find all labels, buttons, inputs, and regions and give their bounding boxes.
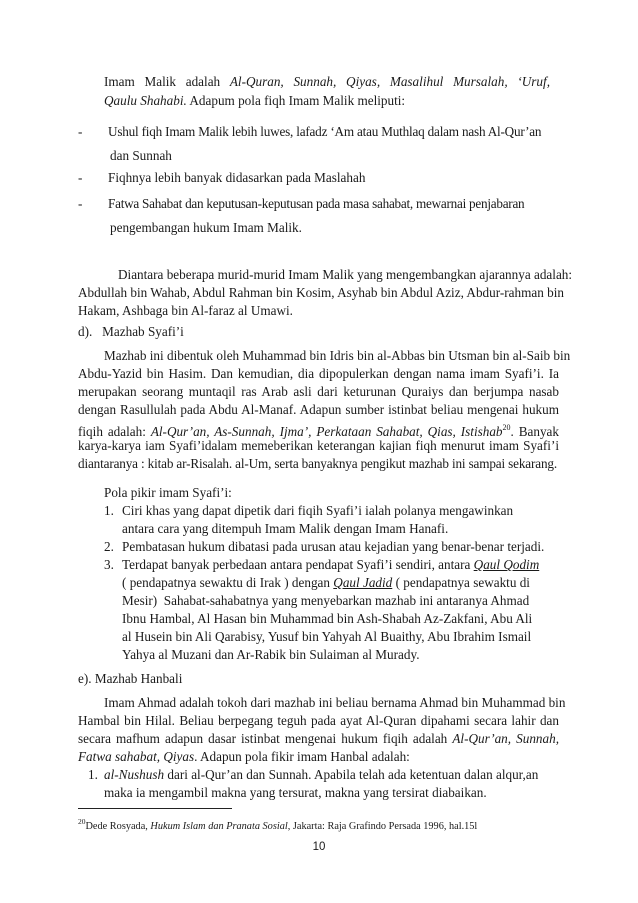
pola-3-line-2-b: ( pendapatnya sewaktu di (395, 575, 530, 590)
pola-3-line-5: al Husein bin Ali Qarabisy, Yusuf bin Yahyah Al Buaithy, Abu Ibrahim Ismail (122, 629, 532, 644)
hanbali-sources-b: Fatwa sahabat, Qiyas (78, 749, 195, 764)
footnote-title: Hukum Islam dan Pranata Sosial (150, 821, 288, 832)
hanbali-line-2: Hambal bin Hilal. Beliau berpegang teguh pada ayat Al-Quran dipahami secara lahir dan (78, 713, 559, 728)
pola-3-line-6: Yahya al Muzani dan Ar-Rabik bin Sulaiman al Murady. (122, 647, 420, 662)
hanbali-heading: e). Mazhab Hanbali (78, 671, 183, 686)
hanbali-sources-a: Al-Qur’an, Sunnah, (452, 731, 559, 746)
hanbali-line-1: Imam Ahmad adalah tokoh dari mazhab ini beliau bernama Ahmad bin Muhammad bin (104, 695, 566, 710)
malik-intro-b: Adapum pola fiqh Imam Malik meliputi: (189, 93, 406, 108)
pola-3-line-1-a: Terdapat banyak perbedaan antara pendapat Syafi’i sendiri, antara (122, 557, 471, 572)
hanbali-line-4-b: . Adapun pola fikir imam Hanbal adalah: (194, 749, 410, 764)
malik-intro-a: Imam Malik adalah (104, 74, 221, 89)
malik-intro-line-2 (104, 92, 405, 110)
qaul-qodim: Qaul Qodim (473, 557, 540, 572)
pola-2-line-1: Pembatasan hukum dibatasi pada urusan atau kejadian yang benar-benar terjadi. (122, 539, 545, 554)
bullet-1-line-1: Ushul fiqh Imam Malik lebih luwes, lafadz ‘Am atau Muthlaq dalam nash Al-Qur’an (108, 124, 542, 139)
students-line-3: Hakam, Ashbaga bin Al-faraz al Umawi. (78, 303, 293, 318)
pola-1-line-1: Ciri khas yang dapat dipetik dari fiqih Syafi’i ialah polanya mengawinkan (122, 503, 514, 518)
page-number: 10 (312, 841, 326, 853)
pola-title: Pola pikir imam Syafi’i: (104, 485, 232, 500)
malik-intro-line-1 (104, 73, 550, 91)
bullet-marker-3: - (78, 196, 83, 211)
hanbali-line-3-a: secara mafhum adapun dasar istinbat mengenai hukum fiqih adalah (78, 731, 448, 746)
malik-intro-sources-2: Qaulu Shahabi. (104, 93, 187, 108)
pola-1-num: 1. (104, 503, 114, 518)
footnote-divider (78, 808, 232, 809)
footnote-rest: , Jakarta: Raja Grafindo Persada 1996, hal.15l (287, 821, 478, 832)
syafii-line-4: dengan Rasullulah pada Abdu Al-Manaf. Adapun sumber istinbat beliau mengenai hukum (78, 402, 559, 417)
pola-3-line-4: Ibnu Hambal, Al Hasan bin Muhammad bin Ash-Shabah Az-Zakfani, Abu Ali (122, 611, 533, 626)
syafii-line-1: Mazhab ini dibentuk oleh Muhammad bin Idris bin al-Abbas bin Utsman bin al-Saib bin (104, 348, 571, 363)
footnote-author: Dede Rosyada, (85, 821, 148, 832)
hanbali-item-line-2: maka ia mengambil makna yang tersurat, makna yang tersirat diabaikan. (104, 785, 487, 800)
pola-2-num: 2. (104, 539, 114, 554)
syafii-line-3: merupakan seorang muntaqil ras Arab asli dari keturunan Quraiys dan berjumpa nasab (78, 384, 559, 399)
footnote-number: 20 (78, 817, 86, 826)
hanbali-item-a: dari al-Qur’an dan Sunnah. Apabila telah ada ketentuan dalan alqur,an (167, 767, 539, 782)
pola-3-line-3: Mesir) Sahabat-sahabatnya yang menyebarkan mazhab ini antaranya Ahmad (122, 593, 530, 608)
qaul-jadid: Qaul Jadid (333, 575, 393, 590)
syafii-line-7: diantaranya : kitab ar-Risalah. al-Um, serta banyaknya pengikut mazhab ini sampai sekarang. (78, 456, 557, 471)
bullet-3-line-2: pengembangan hukum Imam Malik. (110, 220, 302, 235)
al-nushush: al-Nushush (104, 767, 165, 782)
hanbali-line-3 (78, 730, 559, 748)
pola-3-line-1 (122, 556, 539, 574)
pola-3-line-2 (122, 574, 530, 592)
syafii-line-2: Abdu-Yazid bin Hasim. Dan kemudian, dia dipopulerkan dengan nama imam Syafi’i. Ia (78, 366, 559, 381)
bullet-2-line-1: Fiqhnya lebih banyak didasarkan pada Maslahah (108, 170, 366, 185)
syafii-line-5-a: fiqih adalah: (78, 424, 146, 439)
footnote (78, 815, 477, 834)
pola-1-line-2: antara cara yang ditempuh Imam Malik dengan Imam Hanafi. (122, 521, 449, 536)
bullet-3-line-1: Fatwa Sahabat dan keputusan-keputusan pada masa sahabat, mewarnai penjabaran (108, 196, 525, 211)
bullet-marker-2: - (78, 170, 83, 185)
students-line-2: Abdullah bin Wahab, Abdul Rahman bin Kosim, Asyhab bin Abdul Aziz, Abdur-rahman bin (78, 285, 564, 300)
students-line-1: Diantara beberapa murid-murid Imam Malik yang mengembangkan ajarannya adalah: (118, 267, 573, 282)
pola-3-num: 3. (104, 557, 114, 572)
footnote-ref-20: 20 (502, 423, 511, 432)
hanbali-item-num: 1. (88, 767, 98, 782)
syafii-sources: Al-Qur’an, As-Sunnah, Ijma’, Perkataan Sahabat, Qias, Istishab (150, 424, 503, 439)
bullet-marker-1: - (78, 124, 83, 139)
bullet-1-line-2: dan Sunnah (110, 148, 172, 163)
hanbali-item-line-1 (104, 766, 538, 784)
hanbali-line-4 (78, 748, 410, 766)
malik-intro-sources-1: Al-Quran, Sunnah, Qiyas, Masalihul Mursalah, ‘Uruf, (229, 74, 550, 89)
syafii-line-5-b: . Banyak (510, 424, 560, 439)
syafii-heading: d). Mazhab Syafi’i (78, 324, 184, 339)
pola-3-line-2-a: ( pendapatnya sewaktu di Irak ) dengan (122, 575, 330, 590)
syafii-line-6: karya-karya iam Syafi’idalam memeberikan keterangan kajian fiqh menurut imam Syafi’i (78, 438, 559, 453)
